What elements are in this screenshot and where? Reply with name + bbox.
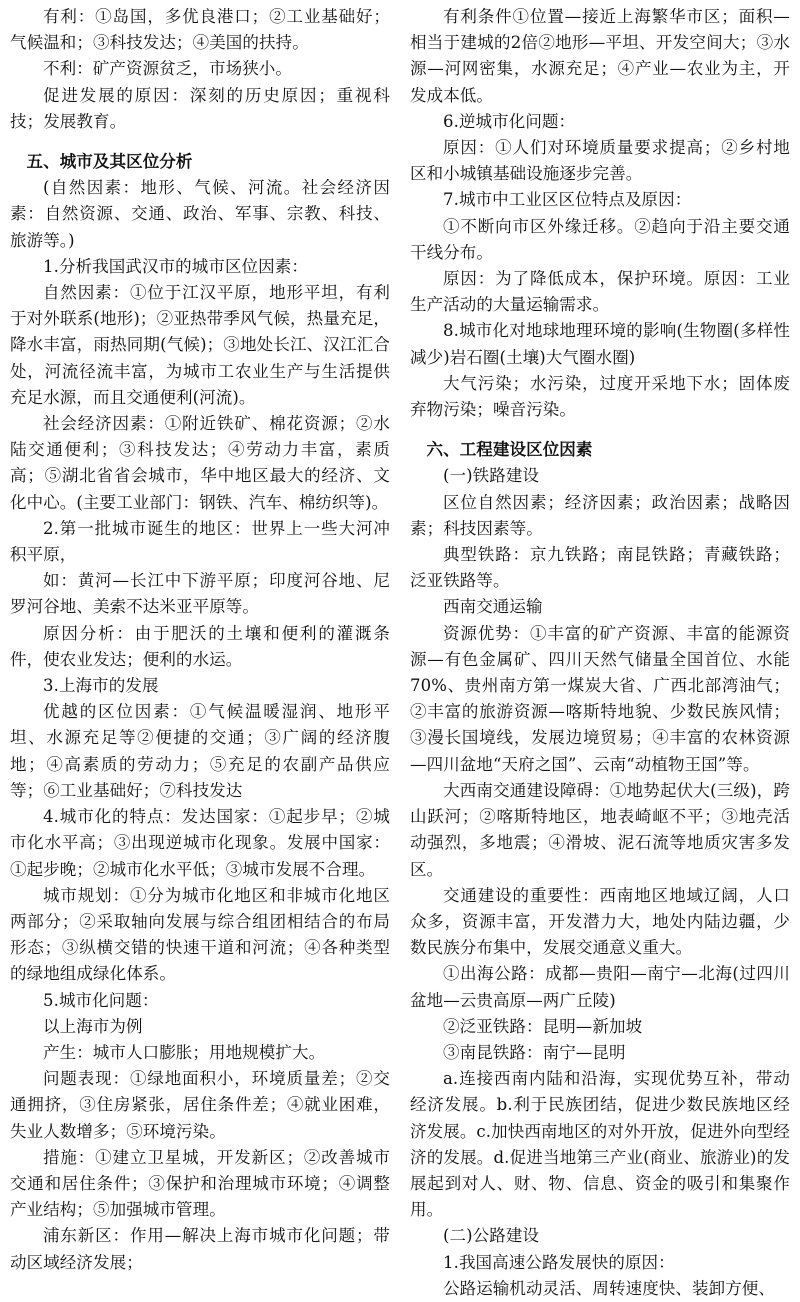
paragraph: 1.我国高速公路发展快的原因： bbox=[443, 1252, 675, 1272]
paragraph: ②泛亚铁路：昆明—新加坡 bbox=[443, 1016, 643, 1036]
right-column bbox=[410, 4, 790, 1298]
section-heading: 五、城市及其区位分析 bbox=[26, 152, 193, 172]
paragraph: 4.城市化的特点：发达国家：①起步早；②城市化水平高；③出现逆城市化现象。发展中国家：①起步晚；②城市化水平低；③城市发展不合理。 bbox=[10, 807, 390, 879]
paragraph: 2.第一批城市诞生的地区：世界上一些大河冲积平原， bbox=[10, 518, 390, 565]
paragraph: 3.上海市的发展 bbox=[43, 676, 159, 696]
paragraph: 7.城市中工业区区位特点及原因： bbox=[443, 190, 692, 210]
paragraph: (自然因素：地形、气候、河流。社会经济因素：自然资源、交通、政治、军事、宗教、科技、旅游等。) bbox=[10, 178, 390, 250]
paragraph: 1.分析我国武汉市的城市区位因素： bbox=[43, 256, 308, 276]
paragraph: ①不断向市区外缘迁移。②趋向于沿主要交通干线分布。 bbox=[410, 216, 790, 262]
paragraph: (二)公路建设 bbox=[443, 1226, 540, 1246]
paragraph: 如：黄河—长江中下游平原；印度河谷地、尼罗河谷地、美索不达米亚平原等。 bbox=[10, 571, 390, 617]
paragraph: 以上海市为例 bbox=[43, 1016, 143, 1036]
paragraph: 原因：①人们对环境质量要求提高；②乡村地区和小城镇基础设施逐步完善。 bbox=[410, 138, 790, 184]
paragraph: 区位自然因素；经济因素；政治因素；战略因素；科技因素等。 bbox=[410, 492, 790, 538]
paragraph: 大气污染；水污染，过度开采地下水；固体废弃物污染；噪音污染。 bbox=[410, 373, 790, 420]
paragraph: 优越的区位因素：①气候温暖湿润、地形平坦、水源充足等②便捷的交通；③广阔的经济腹地；④高素质的劳动力；⑤充足的农副产品供应等；⑥工业基础好；⑦科技发达 bbox=[10, 702, 390, 800]
paragraph: 原因：为了降低成本，保护环境。原因：工业生产活动的大量运输需求。 bbox=[410, 269, 790, 315]
paragraph: 不利：矿产资源贫乏，市场狭小。 bbox=[43, 59, 292, 79]
paragraph: 原因分析：由于肥沃的土壤和便利的灌溉条件，使农业发达；便利的水运。 bbox=[10, 623, 390, 669]
paragraph: ①出海公路：成都—贵阳—南宁—北海(过四川盆地—云贵高原—两广丘陵) bbox=[410, 964, 790, 1010]
paragraph: 西南交通运输 bbox=[443, 597, 543, 617]
paragraph: 社会经济因素：①附近铁矿、棉花资源；②水陆交通便利；③科技发达；④劳动力丰富，素质高；⑤湖北省省会城市，华中地区最大的经济、文化中心。(主要工业部门：钢铁、汽车、棉纺织等)。 bbox=[10, 414, 390, 512]
left-column bbox=[10, 4, 390, 1272]
paragraph: 6.逆城市化问题： bbox=[443, 111, 576, 131]
paragraph: 自然因素：①位于江汉平原，地形平坦，有利于对外联系(地形)；②亚热带季风气候，热量充足，降水丰富，雨热同期(气候)；③地处长江、汉江汇合处，河流径流丰富，为城市工农业生产与生活提供充足水源，而且交通便利(河流)。 bbox=[10, 283, 390, 407]
paragraph: 典型铁路：京九铁路；南昆铁路；青藏铁路；泛亚铁路等。 bbox=[410, 545, 790, 591]
paragraph: 促进发展的原因：深刻的历史原因；重视科技；发展教育。 bbox=[10, 85, 390, 131]
paragraph: 大西南交通建设障碍：①地势起伏大(三级)，跨山跃河；②喀斯特地区，地表崎岖不平；③地壳活动强烈，多地震；④滑坡、泥石流等地质灾害多发区。 bbox=[410, 780, 790, 879]
paragraph: 有利：①岛国，多优良港口；②工业基础好；气候温和；③科技发达；④美国的扶持。 bbox=[10, 7, 390, 53]
paragraph: a.连接西南内陆和沿海，实现优势互补，带动经济发展。b.利于民族团结，促进少数民族地区经济发展。c.加快西南地区的对外开放，促进外向型经济的发展。d.促进当地第三产业(商业、旅游业)的发展起到对人、财、物、信息、资金的吸引和集聚作用。 bbox=[410, 1069, 790, 1220]
paragraph: 措施：①建立卫星城，开发新区；②改善城市交通和居住条件；③保护和治理城市环境；④调整产业结构；⑤加强城市管理。 bbox=[10, 1147, 390, 1220]
paragraph: 5.城市化问题： bbox=[43, 990, 159, 1010]
paragraph: 有利条件①位置—接近上海繁华市区；面积—相当于建城的2倍②地形—平坦、开发空间大；③水源—河网密集，水源充足；④产业—农业为主，开发成本低。 bbox=[410, 7, 790, 105]
paragraph: 资源优势：①丰富的矿产资源、丰富的能源资源—有色金属矿、四川天然气储量全国首位、水能70%、贵州南方第一煤炭大省、广西北部湾油气；②丰富的旅游资源—喀斯特地貌、少数民族风情；③漫长国境线，发展边境贸易；④丰富的农林资源—四川盆地“天府之国”、云南“动植物王国”等。 bbox=[410, 623, 790, 774]
section-heading: 六、工程建设区位因素 bbox=[426, 440, 593, 460]
paragraph: ③南昆铁路：南宁—昆明 bbox=[443, 1042, 626, 1062]
paragraph: 问题表现：①绿地面积小，环境质量差；②交通拥挤，③住房紧张，居住条件差；④就业困难，失业人数增多；⑤环境污染。 bbox=[10, 1069, 390, 1141]
paragraph: 浦东新区：作用—解决上海市城市化问题；带动区域经济发展； bbox=[10, 1226, 390, 1272]
paragraph: 8.城市化对地球地理环境的影响(生物圈(多样性减少)岩石圈(土壤)大气圈水圈) bbox=[410, 321, 790, 367]
paragraph: 公路运输机动灵活、周转速度快、装卸方便、 bbox=[443, 1278, 775, 1298]
paragraph: 城市规划：①分为城市化地区和非城市化地区两部分；②采取轴向发展与综合组团相结合的布局形态；③纵横交错的快速干道和河流；④各种类型的绿地组成绿化体系。 bbox=[10, 885, 390, 984]
paragraph: (一)铁路建设 bbox=[443, 466, 540, 486]
paragraph: 产生：城市人口膨胀；用地规模扩大。 bbox=[43, 1042, 326, 1062]
paragraph: 交通建设的重要性：西南地区地域辽阔，人口众多，资源丰富，开发潜力大，地处内陆边疆，少数民族分布集中，发展交通意义重大。 bbox=[410, 885, 790, 958]
